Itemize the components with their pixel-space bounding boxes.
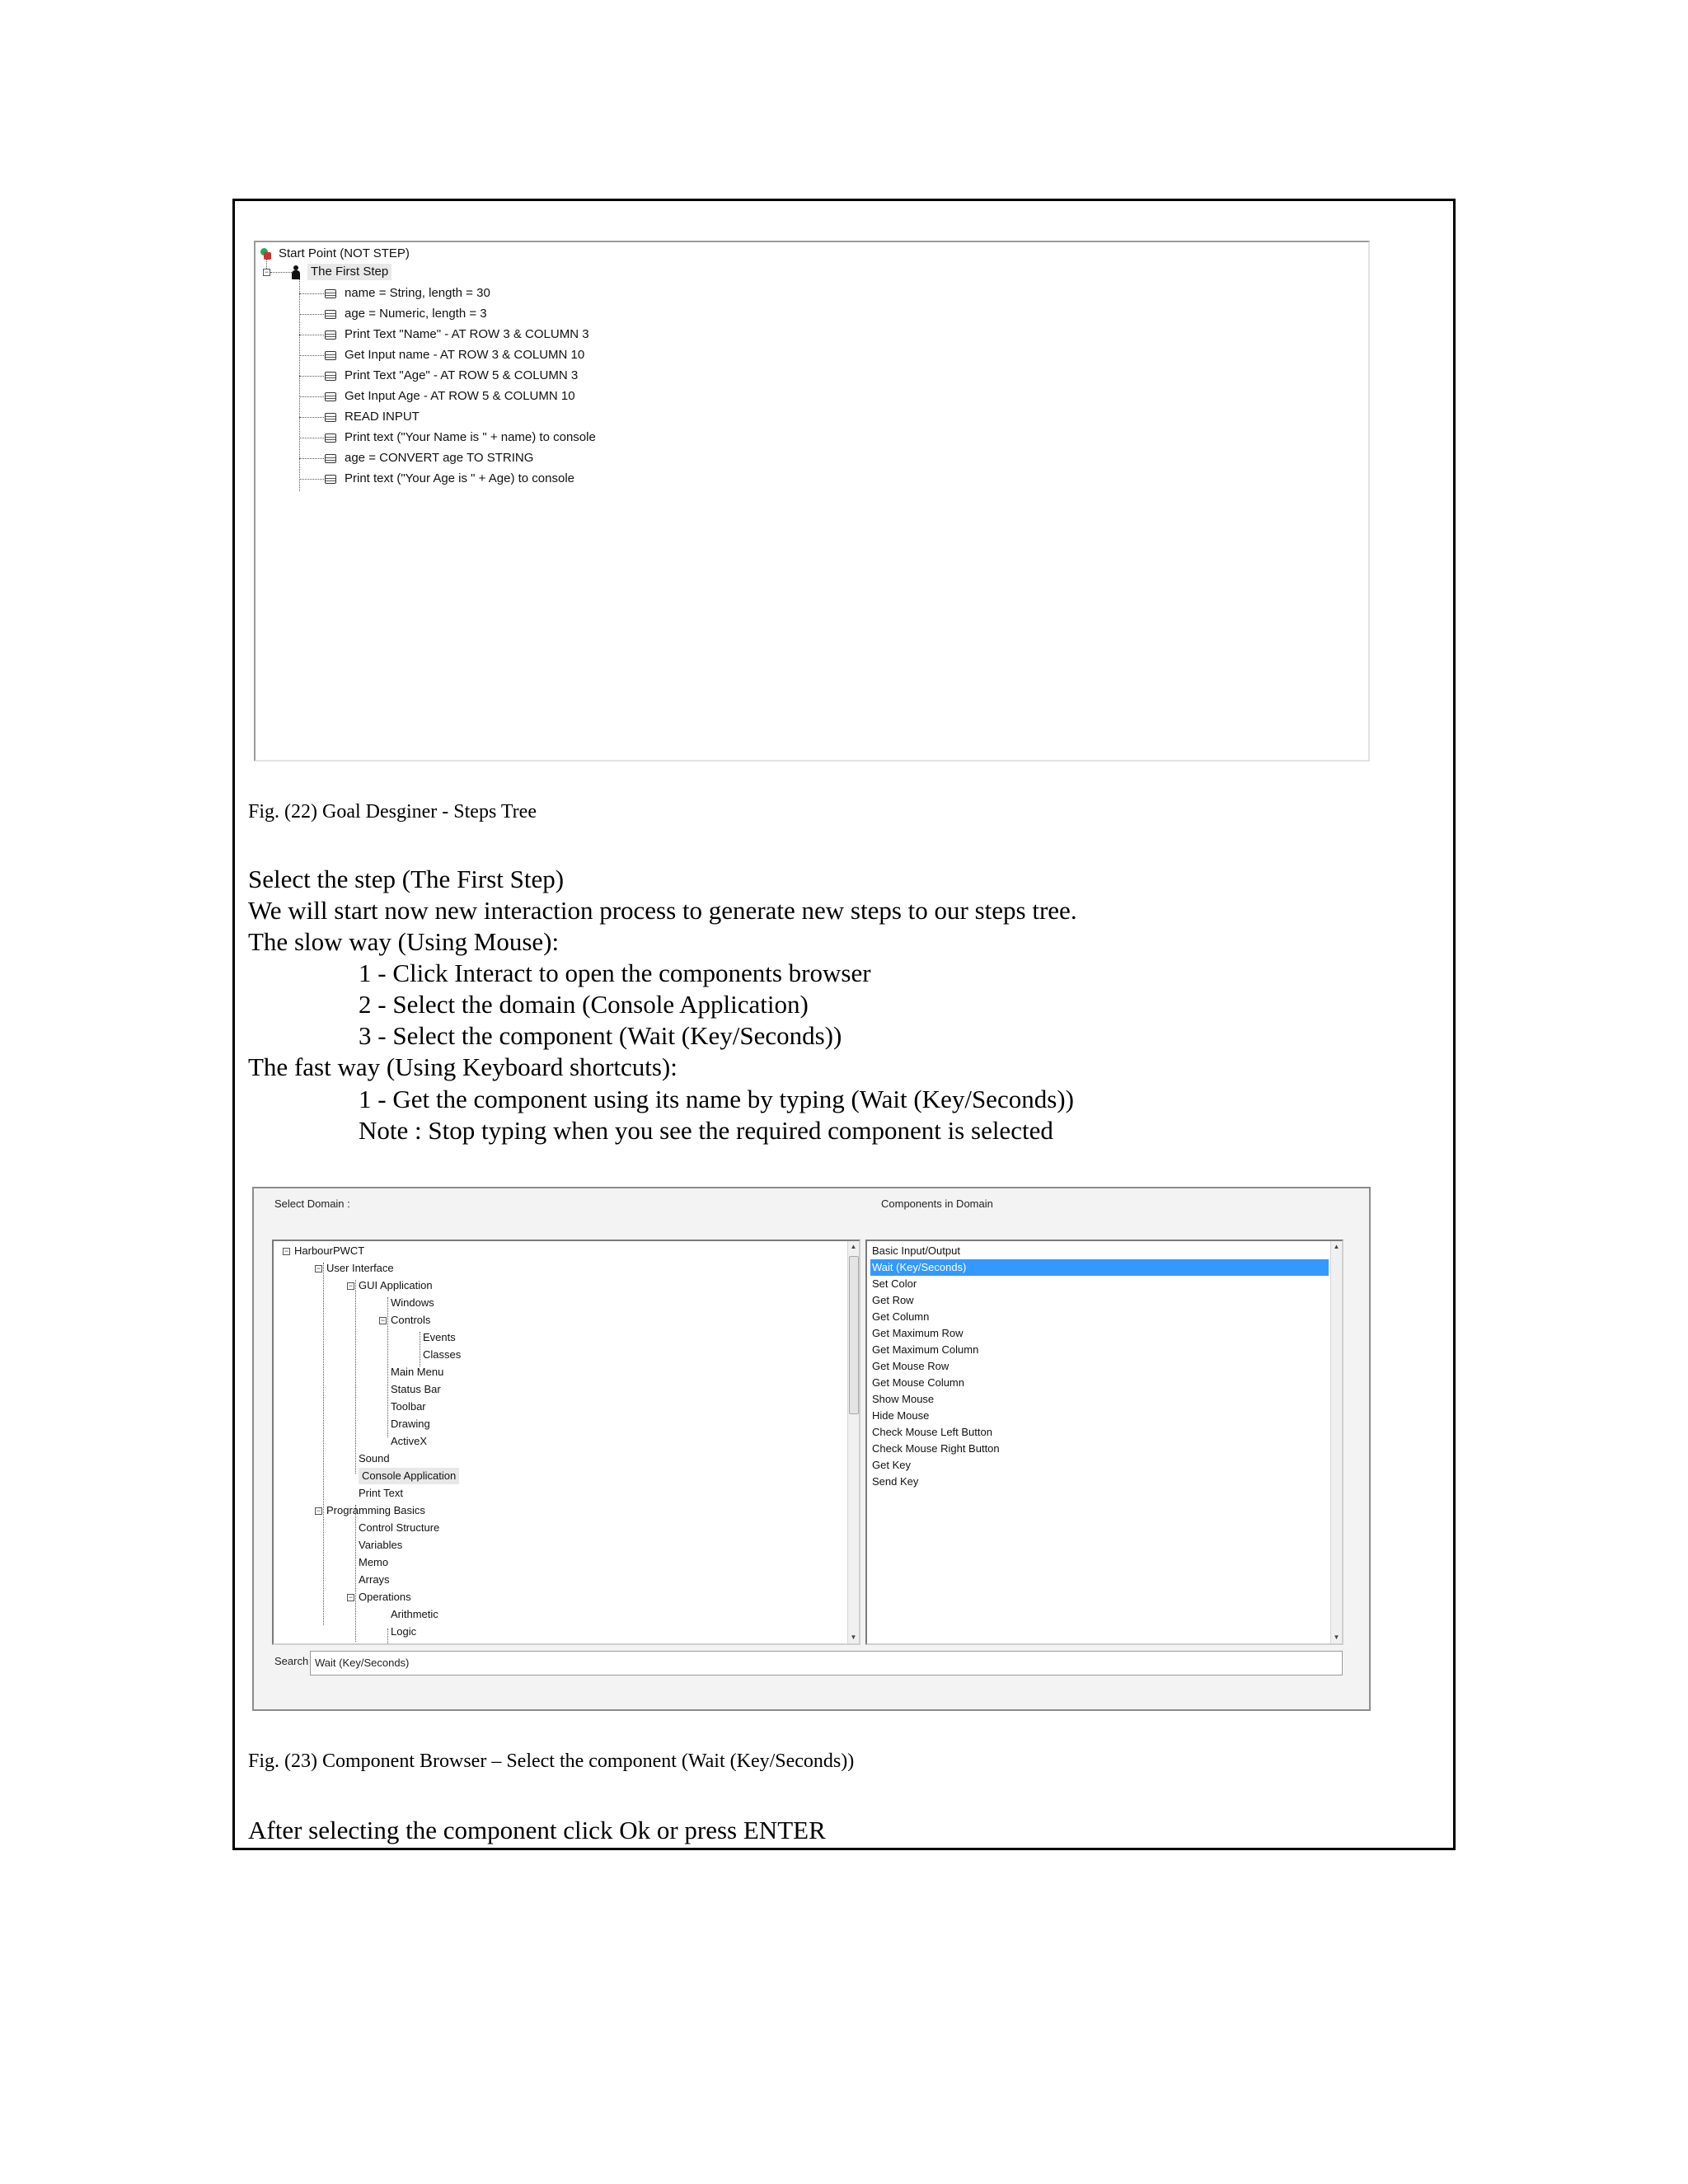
body-text: 1 - Get the component using its name by typing (Wait (Key/Seconds)) [359, 1085, 1074, 1113]
collapse-toggle[interactable]: − [348, 1593, 354, 1601]
component-item[interactable]: Send Key [872, 1475, 919, 1488]
body-text: 1 - Click Interact to open the components browser [359, 958, 871, 987]
tree-line [299, 479, 324, 480]
domain-node[interactable]: Print Text [359, 1487, 403, 1499]
first-step-label: The First Step [307, 264, 392, 280]
domain-node[interactable]: Control Structure [359, 1521, 440, 1534]
tree-line [299, 314, 324, 315]
start-point-node[interactable] [259, 246, 410, 262]
start-point-icon [259, 247, 272, 260]
body-text: 3 - Select the component (Wait (Key/Seconds)) [359, 1021, 842, 1050]
component-item[interactable]: Check Mouse Right Button [872, 1442, 1000, 1455]
component-item[interactable]: Check Mouse Left Button [872, 1426, 992, 1438]
collapse-toggle[interactable]: − [316, 1507, 321, 1515]
body-text: Note : Stop typing when you see the required component is selected [359, 1116, 1053, 1145]
domain-node[interactable]: Memo [359, 1556, 389, 1568]
components-list[interactable] [865, 1240, 1343, 1645]
domain-node[interactable]: Status Bar [391, 1383, 441, 1395]
collapse-toggle[interactable]: − [348, 1282, 354, 1290]
component-item-selected[interactable]: Wait (Key/Seconds) [870, 1259, 1329, 1276]
component-item[interactable]: Set Color [872, 1277, 917, 1290]
domain-node[interactable]: Toolbar [391, 1400, 426, 1413]
domain-node[interactable]: Variables [359, 1539, 403, 1551]
domain-node[interactable]: Events [423, 1331, 456, 1343]
figure-22-caption: Fig. (22) Goal Desginer - Steps Tree [248, 801, 537, 823]
domain-node[interactable]: ActiveX [391, 1435, 428, 1447]
component-item[interactable]: Hide Mouse [872, 1409, 930, 1422]
tree-line [323, 1263, 324, 1625]
step-icon [325, 289, 336, 298]
component-item[interactable]: Get Column [872, 1310, 930, 1323]
step-node[interactable]: Print Text "Age" - AT ROW 5 & COLUMN 3 [325, 368, 578, 384]
domain-node[interactable]: GUI Application [359, 1279, 433, 1291]
component-item[interactable]: Get Maximum Row [872, 1327, 964, 1339]
step-icon [325, 434, 336, 443]
components-in-domain-label: Components in Domain [881, 1197, 993, 1210]
step-node[interactable]: age = Numeric, length = 3 [325, 306, 487, 322]
scroll-thumb[interactable] [849, 1256, 859, 1414]
step-node[interactable]: Print Text "Name" - AT ROW 3 & COLUMN 3 [325, 326, 589, 343]
domain-node[interactable]: User Interface [326, 1262, 394, 1274]
tree-line [387, 1297, 388, 1437]
step-icon [325, 475, 336, 484]
tree-line [387, 1629, 388, 1645]
component-item[interactable]: Show Mouse [872, 1393, 935, 1405]
component-browser [252, 1187, 1371, 1711]
step-icon [325, 310, 336, 319]
step-node[interactable]: Get Input name - AT ROW 3 & COLUMN 10 [325, 347, 584, 363]
tree-line [299, 417, 324, 418]
component-item[interactable]: Get Maximum Column [872, 1343, 979, 1356]
collapse-toggle[interactable]: − [380, 1316, 386, 1324]
domain-node[interactable]: Controls [391, 1314, 431, 1326]
scroll-up-icon[interactable]: ▲ [850, 1243, 857, 1250]
step-icon [325, 454, 336, 463]
tree-line [299, 376, 324, 377]
body-text: Select the step (The First Step) [248, 865, 565, 893]
search-input[interactable]: Wait (Key/Seconds) [310, 1651, 1343, 1675]
domain-node[interactable]: Logic [391, 1625, 417, 1638]
domain-node[interactable]: Main Menu [391, 1366, 444, 1378]
step-node[interactable]: name = String, length = 30 [325, 285, 490, 302]
domain-node[interactable]: Operations [359, 1591, 411, 1603]
tree-line [299, 355, 324, 356]
body-text: We will start now new interaction process to generate new steps to our steps tree. [248, 896, 1077, 925]
figure-23-caption: Fig. (23) Component Browser – Select the component (Wait (Key/Seconds)) [248, 1750, 855, 1772]
body-text: The fast way (Using Keyboard shortcuts): [248, 1052, 678, 1081]
step-icon [325, 392, 336, 401]
tree-line [270, 272, 292, 273]
body-text: 2 - Select the domain (Console Application) [359, 990, 809, 1019]
step-node[interactable]: Get Input Age - AT ROW 5 & COLUMN 10 [325, 388, 575, 405]
scroll-up-icon[interactable]: ▲ [1333, 1243, 1340, 1250]
steps-tree-panel [254, 241, 1370, 762]
search-label: Search [274, 1655, 309, 1667]
domain-node[interactable]: Drawing [391, 1418, 430, 1430]
tree-line [299, 279, 300, 491]
scroll-down-icon[interactable]: ▼ [1333, 1633, 1340, 1641]
footer-instruction: After selecting the component click Ok or press ENTER [248, 1816, 826, 1844]
domain-node[interactable]: Sound [359, 1452, 390, 1465]
step-node[interactable]: READ INPUT [325, 409, 420, 425]
component-item[interactable]: Get Row [872, 1294, 914, 1306]
domain-scrollbar[interactable] [847, 1241, 859, 1643]
step-icon [325, 372, 336, 381]
component-item[interactable]: Get Mouse Column [872, 1376, 964, 1389]
component-item[interactable]: Basic Input/Output [872, 1244, 960, 1257]
domain-node[interactable]: Arithmetic [391, 1608, 438, 1620]
step-node[interactable]: Print text ("Your Name is " + name) to console [325, 429, 596, 446]
domain-node[interactable]: HarbourPWCT [294, 1244, 365, 1257]
step-node[interactable]: Print text ("Your Age is " + Age) to console [325, 471, 574, 487]
domain-node[interactable]: Programming Basics [326, 1504, 425, 1516]
person-icon [292, 265, 300, 279]
domain-node[interactable]: Windows [391, 1296, 434, 1309]
step-icon [325, 351, 336, 360]
first-step-node[interactable] [292, 264, 392, 280]
domain-tree[interactable] [272, 1240, 860, 1645]
step-icon [325, 413, 336, 422]
step-node[interactable]: age = CONVERT age TO STRING [325, 450, 533, 466]
component-item[interactable]: Get Mouse Row [872, 1360, 950, 1372]
step-icon [325, 330, 336, 340]
tree-line [299, 396, 324, 397]
tree-line [299, 293, 324, 294]
select-domain-label: Select Domain : [274, 1197, 350, 1210]
collapse-toggle[interactable]: − [316, 1264, 321, 1272]
domain-node[interactable]: Arrays [359, 1573, 390, 1586]
collapse-toggle[interactable]: − [284, 1247, 289, 1255]
scroll-down-icon[interactable]: ▼ [850, 1633, 857, 1641]
tree-line [299, 458, 324, 459]
domain-node[interactable]: Classes [423, 1348, 462, 1361]
domain-node-selected[interactable]: Console Application [359, 1468, 459, 1484]
tree-line [355, 1505, 356, 1642]
collapse-toggle[interactable]: − [264, 268, 270, 276]
body-text: The slow way (Using Mouse): [248, 927, 560, 956]
start-point-label: Start Point (NOT STEP) [279, 246, 410, 261]
components-scrollbar[interactable] [1330, 1241, 1342, 1643]
tree-line [355, 1280, 356, 1474]
component-item[interactable]: Get Key [872, 1459, 911, 1471]
